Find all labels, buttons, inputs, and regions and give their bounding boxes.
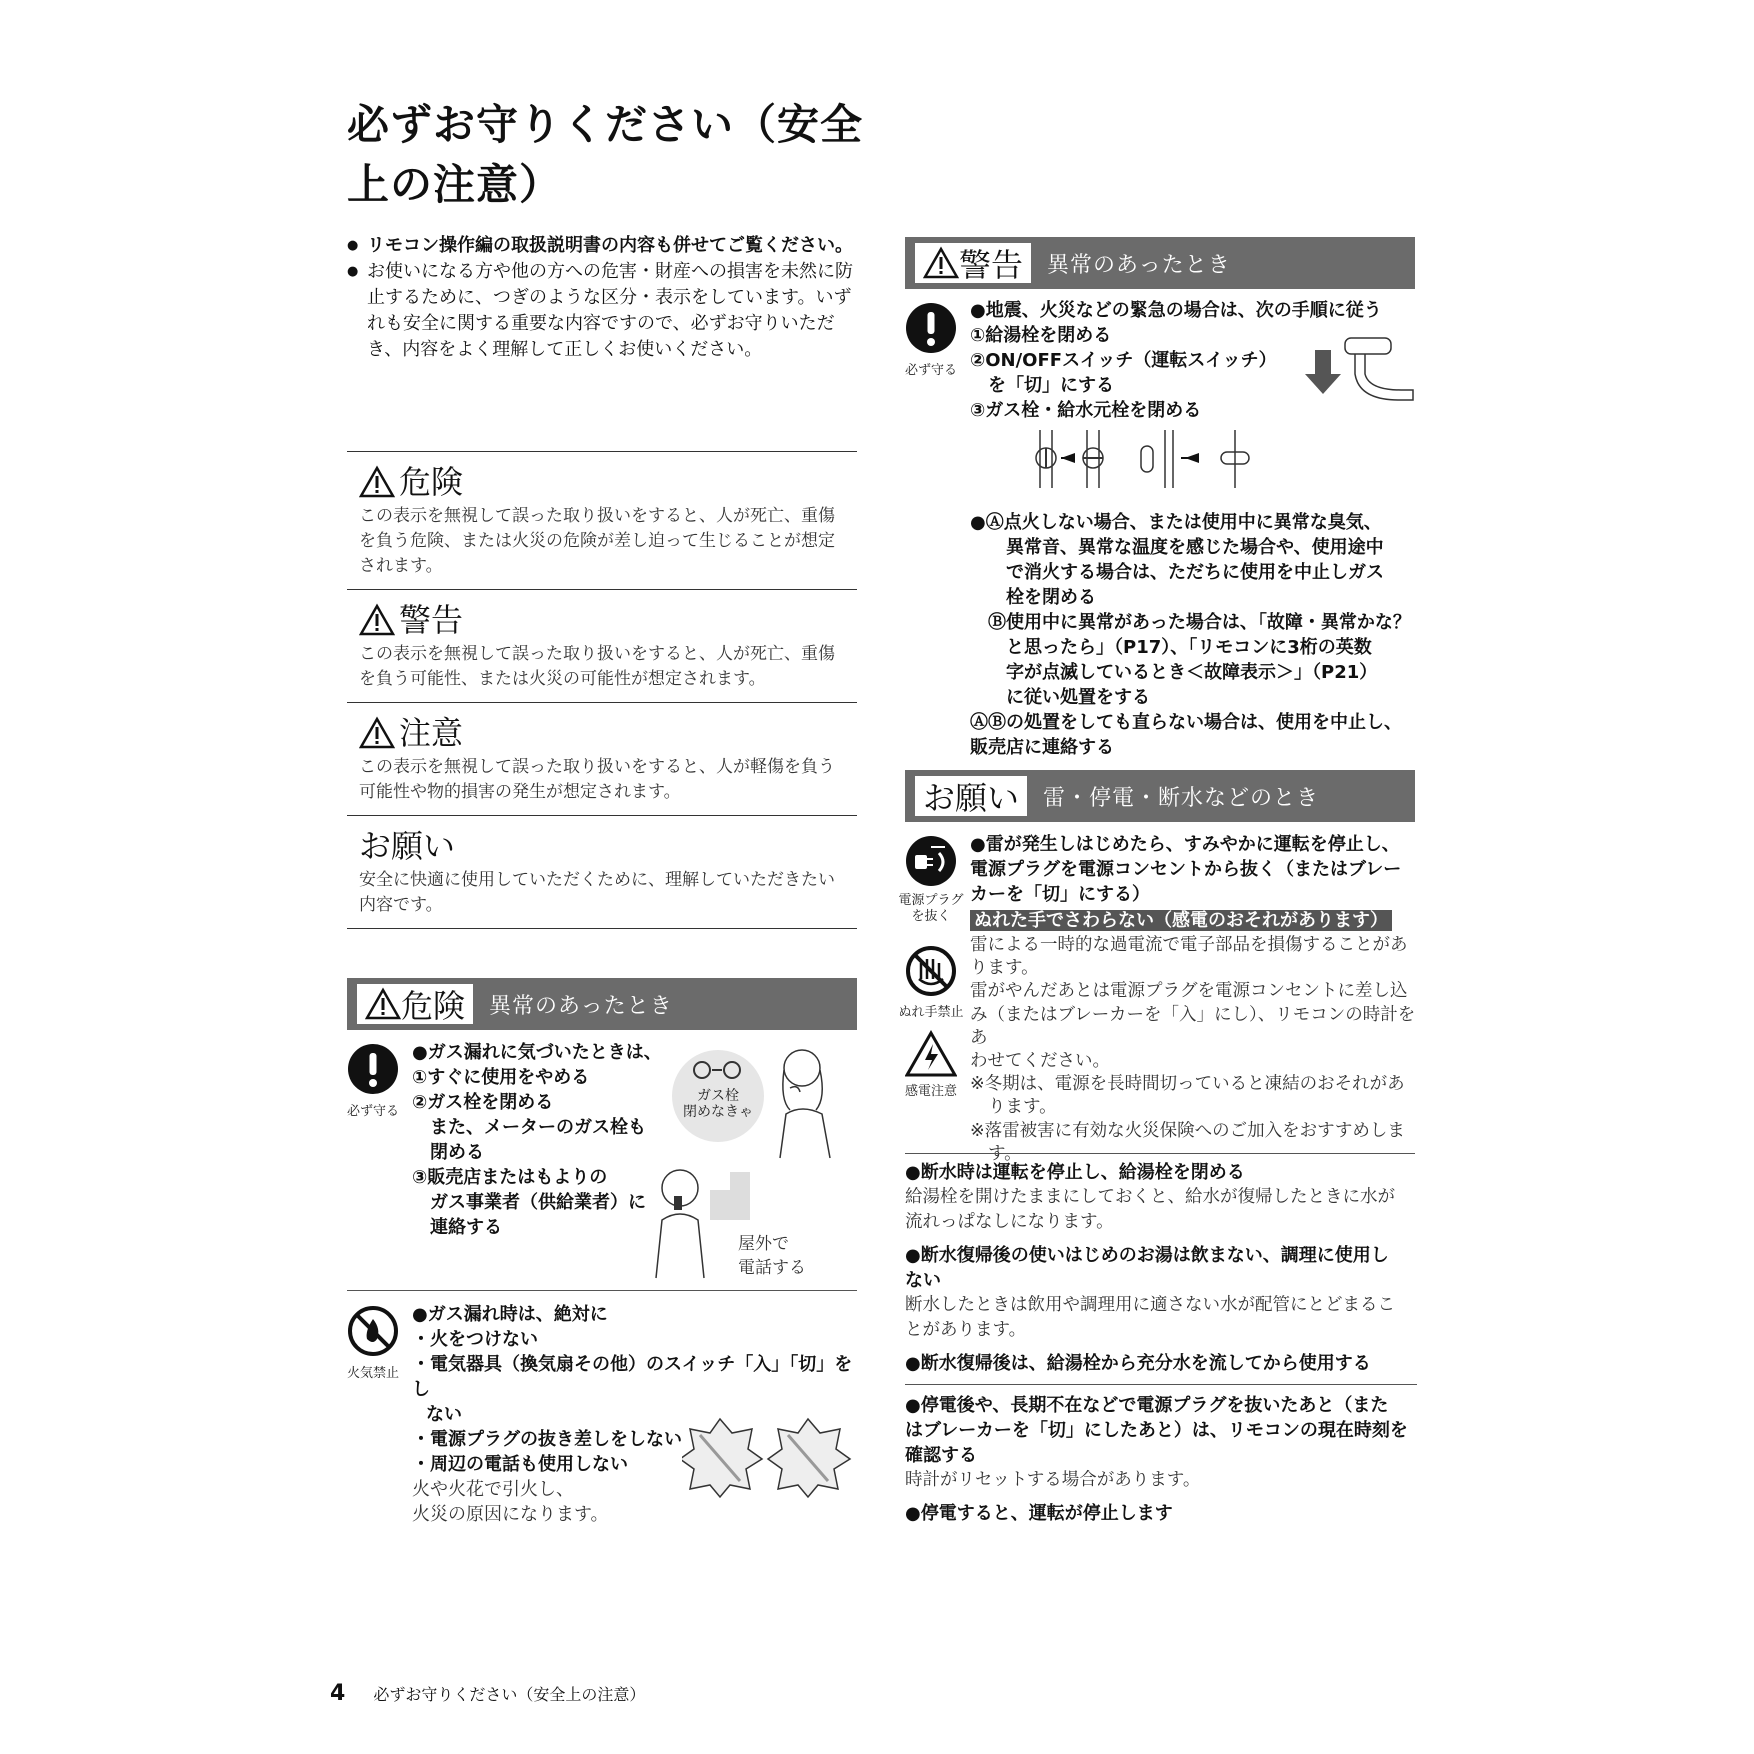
text-line: み（またはブレーカーを「入」にし）、リモコンの時計をあ xyxy=(970,1004,1416,1048)
valve-closing-diagram xyxy=(1025,428,1285,490)
text-line: 電源プラグ xyxy=(898,893,964,908)
item-head: ●停電すると、運転が停止します xyxy=(905,1503,1173,1524)
text-line: ・周辺の電話も使用しない xyxy=(412,1454,628,1475)
warning-triangle-icon xyxy=(365,987,401,1021)
text-line: ●雷が発生しはじめたら、すみやかに運転を停止し、 xyxy=(970,834,1400,855)
warning-banner xyxy=(905,237,1415,289)
text-line: 雷がやんだあとは電源プラグを電源コンセントに差し込 xyxy=(970,981,1408,1002)
warning-triangle-icon xyxy=(923,246,959,280)
legend-label: 警告 xyxy=(399,601,464,639)
request-banner xyxy=(905,770,1415,822)
icon-caption: 必ず守る xyxy=(904,363,957,378)
text-line: また、メーターのガス栓も xyxy=(430,1117,646,1138)
request-items xyxy=(905,1160,1417,1526)
text-line: ●地震、火災などの緊急の場合は、次の手順に従う xyxy=(970,300,1382,321)
item-head: ●断水復帰後は、給湯栓から充分水を流してから使用する xyxy=(905,1353,1371,1374)
text-line: 連絡する xyxy=(430,1217,502,1238)
no-spark-illustration xyxy=(682,1415,860,1499)
text-line: ります。 xyxy=(988,1097,1057,1118)
intro-list xyxy=(347,233,862,363)
electric-shock-warning-icon xyxy=(905,1030,957,1078)
bubble-text xyxy=(672,1088,764,1120)
text-line: ・火をつけない xyxy=(412,1329,538,1350)
icon-caption: 感電注意 xyxy=(904,1084,957,1099)
text-line: に従い処置をする xyxy=(1006,687,1150,708)
text-line: ●Ⓐ点火しない場合、または使用中に異常な臭気、 xyxy=(970,512,1382,533)
faucet-closing-illustration xyxy=(1305,330,1415,410)
item-head: はブレーカーを「切」にしたあと）は、リモコンの現在時刻を xyxy=(905,1420,1408,1441)
unplug-icon xyxy=(905,835,957,887)
item-desc: 流れっぱなしになります。 xyxy=(905,1212,1114,1232)
icon-caption xyxy=(898,893,964,925)
highlight-text: ぬれた手でさわらない（感電のおそれがあります） xyxy=(970,910,1392,931)
banner-subtitle: 雷・停電・断水などのとき xyxy=(1043,785,1320,811)
mandatory-exclamation-icon xyxy=(347,1043,399,1095)
text-line: ・電気器具（換気扇その他）のスイッチ「入」「切」をし xyxy=(412,1354,853,1400)
text-line: ①給湯栓を閉める xyxy=(970,325,1112,346)
warning-triangle-icon xyxy=(359,603,395,637)
gas-valve-icon xyxy=(690,1055,746,1085)
text-line: 火や火花で引火し、 xyxy=(412,1479,574,1500)
text-line: 電源プラグを電源コンセントから抜く（またはブレー xyxy=(970,859,1402,880)
text-line: ●ガス漏れ時は、絶対に xyxy=(412,1304,608,1325)
page-number: 4 xyxy=(330,1681,346,1706)
danger-gas-leak-text xyxy=(412,1040,682,1240)
banner-subtitle: 異常のあったとき xyxy=(1047,252,1231,278)
text-line: ①すぐに使用をやめる xyxy=(412,1067,590,1088)
intro-item: ● お使いになる方や他の方への危害・財産への損害を未然に防止するために、つぎのような区分・表示をしています。いずれも安全に関する重要な内容ですので、必ずお守りいただき、内容をよく理解して正しくお使いください。 xyxy=(347,259,862,363)
text-line: わせてください。 xyxy=(970,1051,1110,1072)
text-line: ガス事業者（供給業者）に xyxy=(430,1192,646,1213)
request-lightning-body xyxy=(970,934,1420,1166)
icon-caption: 火気禁止 xyxy=(346,1366,399,1381)
footer-text: 必ずお守りください（安全上の注意） xyxy=(373,1685,646,1704)
banner-label: 警告 xyxy=(959,246,1024,284)
item-head: 確認する xyxy=(905,1445,977,1466)
text-line: ●ガス漏れに気づいたときは、 xyxy=(412,1042,662,1063)
legend-desc: この表示を無視して誤った取り扱いをすると、人が死亡、重傷を負う可能性、または火災の可能性が想定されます。 xyxy=(359,644,835,689)
divider xyxy=(905,1153,1415,1154)
text-line: ②ガス栓を閉める xyxy=(412,1092,554,1113)
banner-subtitle: 異常のあったとき xyxy=(489,993,673,1019)
text-line: す。 xyxy=(988,1143,1022,1164)
warning-abnormal-text xyxy=(970,510,1420,760)
text-line: ない xyxy=(426,1404,462,1425)
text-line: ります。 xyxy=(970,958,1039,979)
text-line: カーを「切」にする） xyxy=(970,884,1150,905)
legend-warning xyxy=(347,589,857,702)
warning-triangle-icon xyxy=(359,716,395,750)
banner-label: 危険 xyxy=(401,987,466,1025)
text-line: ※落雷被害に有効な火災保険へのご加入をおすすめしま xyxy=(970,1120,1405,1141)
legend-desc: 安全に快適に使用していただくために、理解していただきたい内容です。 xyxy=(359,870,835,915)
text-line: を「切」にする xyxy=(988,375,1114,396)
text-line: ・電源プラグの抜き差しをしない xyxy=(412,1429,682,1450)
legend-label: 注意 xyxy=(399,714,464,752)
text-line: 雷による一時的な過電流で電子部品を損傷することがあ xyxy=(970,935,1408,955)
text-line: と思ったら」（P17）、「リモコンに3桁の英数 xyxy=(1006,637,1372,658)
text-line: 栓を閉める xyxy=(1006,587,1096,608)
text-line: 異常音、異常な温度を感じた場合や、使用途中 xyxy=(1006,537,1384,558)
icon-caption: ぬれ手禁止 xyxy=(898,1005,964,1020)
item-head: ●停電後や、長期不在などで電源プラグを抜いたあと（また xyxy=(905,1395,1389,1416)
text-line: ③販売店またはもよりの xyxy=(412,1167,608,1188)
text-line: で消火する場合は、ただちに使用を中止しガス xyxy=(1006,562,1384,583)
mandatory-exclamation-icon xyxy=(905,302,957,354)
text-line: を抜く xyxy=(911,909,951,924)
text-line: ⒶⒷの処置をしても直らない場合は、使用を中止し、 xyxy=(970,712,1402,733)
page-title: 必ずお守りください（安全上の注意） xyxy=(347,100,864,209)
divider xyxy=(905,1384,1417,1385)
wet-hands-warning xyxy=(970,908,1392,933)
text-line: 電話する xyxy=(738,1258,806,1278)
text-line: Ⓑ使用中に異常があった場合は、「故障・異常かな？ xyxy=(988,612,1411,633)
woman-smelling-gas-illustration xyxy=(760,1040,860,1160)
item-head: ない xyxy=(905,1270,941,1291)
legend-request xyxy=(347,815,857,929)
no-wet-hands-icon xyxy=(905,945,957,997)
text-line: 屋外で xyxy=(738,1234,789,1254)
text-line: ②ON/OFFスイッチ（運転スイッチ） xyxy=(970,350,1277,371)
request-lightning-lead xyxy=(970,832,1420,907)
legend-danger xyxy=(347,451,857,589)
text-line: 閉める xyxy=(430,1142,484,1163)
item-desc: 給湯栓を開けたままにしておくと、給水が復帰したときに水が xyxy=(905,1187,1395,1207)
legend-label: お願い xyxy=(359,827,456,865)
item-head: ●断水時は運転を停止し、給湯栓を閉める xyxy=(905,1162,1245,1183)
text-line: ※冬期は、電源を長時間切っていると凍結のおそれがあ xyxy=(970,1074,1405,1095)
item-desc: 断水したときは飲用や調理用に適さない水が配管にとどまるこ xyxy=(905,1295,1395,1315)
text-line: 字が点滅しているとき＜故障表示＞」（P21） xyxy=(1006,662,1378,683)
text-line: ③ガス栓・給水元栓を閉める xyxy=(970,400,1202,421)
item-desc: 時計がリセットする場合があります。 xyxy=(905,1470,1201,1490)
text-line: 火災の原因になります。 xyxy=(412,1504,609,1525)
text-line: ガス栓 xyxy=(697,1088,739,1104)
legend-desc: この表示を無視して誤った取り扱いをすると、人が死亡、重傷を負う危険、または火災の危険が差し迫って生じることが想定されます。 xyxy=(359,506,835,576)
intro-item: ● リモコン操作編の取扱説明書の内容も併せてご覧ください。 xyxy=(347,233,862,259)
outdoor-caption xyxy=(738,1232,806,1280)
page-footer xyxy=(330,1681,645,1706)
text-line: 閉めなきゃ xyxy=(683,1104,753,1120)
item-desc: とがあります。 xyxy=(905,1320,1027,1340)
divider xyxy=(347,1290,857,1291)
legend-caution xyxy=(347,702,857,815)
warning-triangle-icon xyxy=(359,465,395,499)
banner-label: お願い xyxy=(923,779,1020,817)
signal-word-legend xyxy=(347,451,857,929)
legend-label: 危険 xyxy=(399,463,464,501)
text-line: 販売店に連絡する xyxy=(970,737,1114,758)
icon-caption: 必ず守る xyxy=(346,1104,399,1119)
danger-banner xyxy=(347,978,857,1030)
item-head: ●断水復帰後の使いはじめのお湯は飲まない、調理に使用し xyxy=(905,1245,1389,1266)
no-fire-icon xyxy=(347,1305,399,1357)
legend-desc: この表示を無視して誤った取り扱いをすると、人が軽傷を負う可能性や物的損害の発生が想定されます。 xyxy=(359,757,835,802)
